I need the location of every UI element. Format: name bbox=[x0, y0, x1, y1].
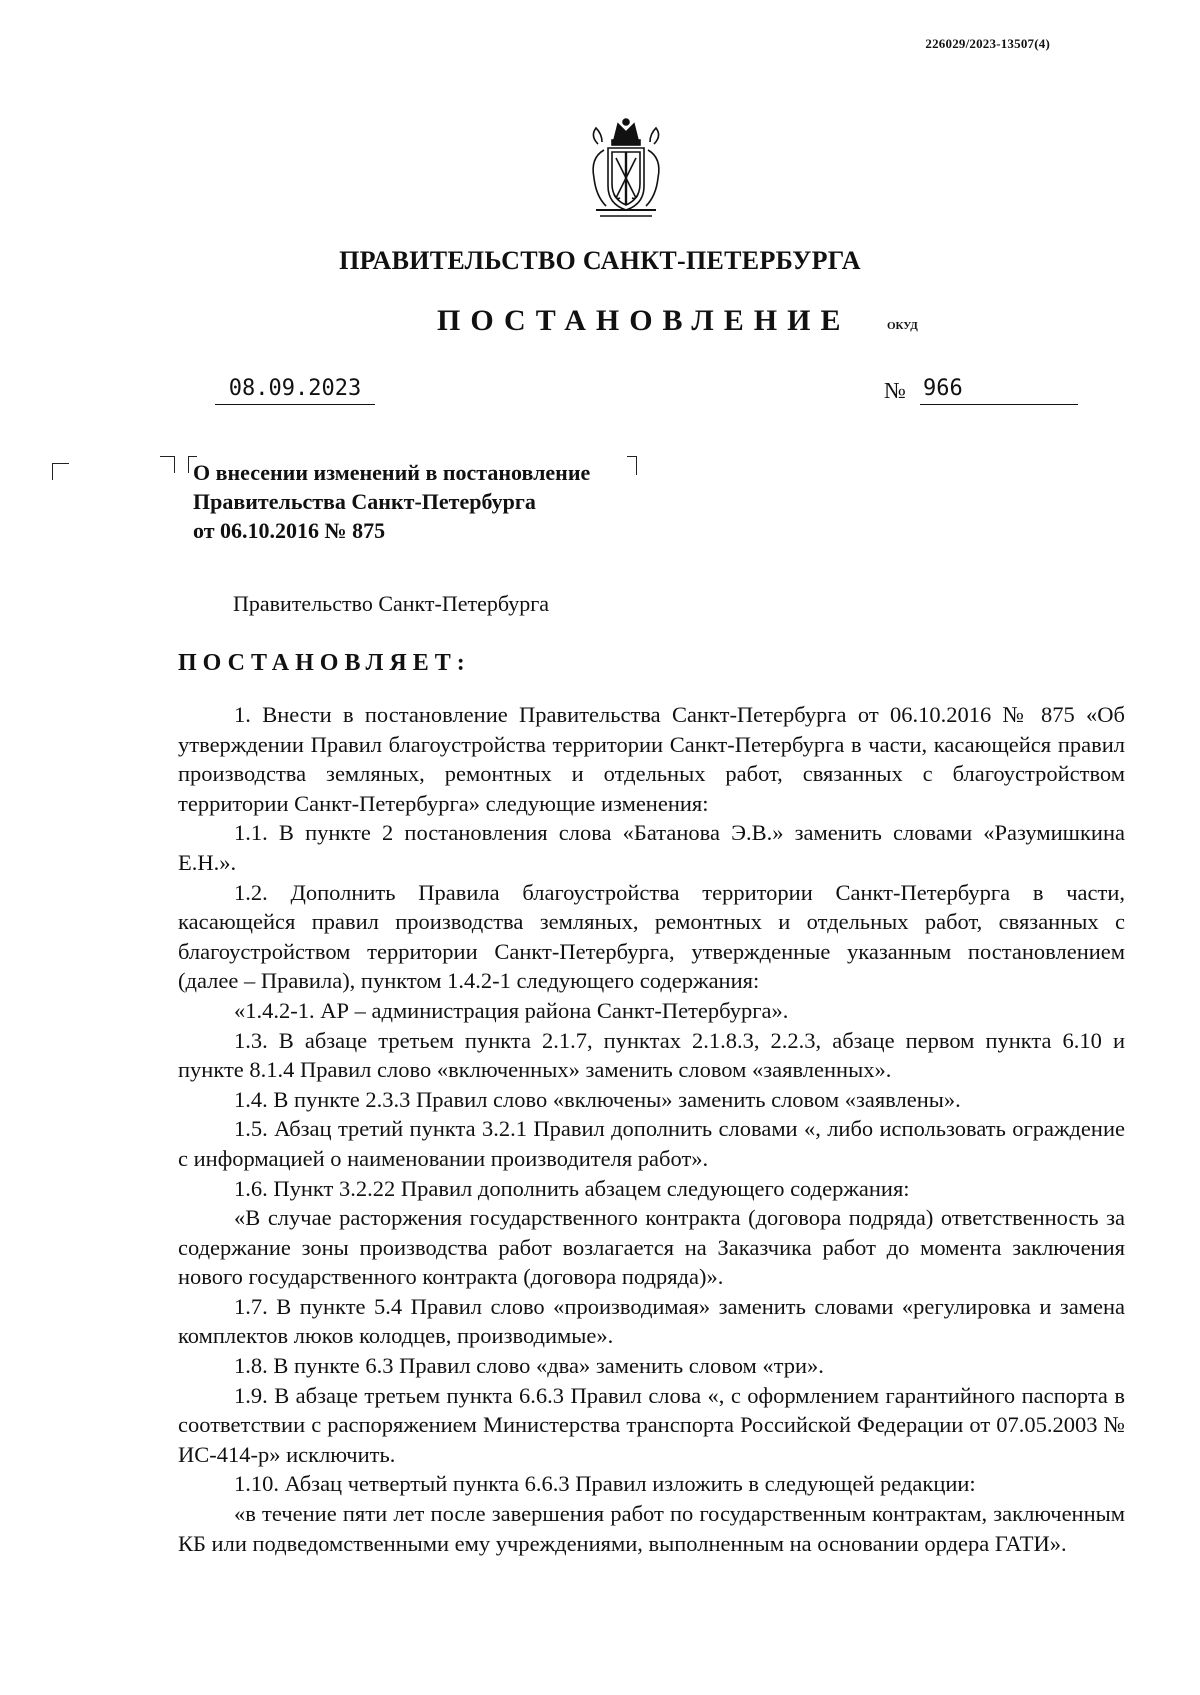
paragraph-1: 1. Внести в постановление Правительства Санкт-Петербурга от 06.10.2016 № 875 «Об утверждении Правил благоустройства территории Санкт-Петербурга в части, касающейся правил производства земляных, ремонтных и отдельных работ, связанных с благоустройством территории Санкт-Петербурга» следующие изменения: bbox=[178, 702, 1125, 816]
corner-mark-title-start-a bbox=[160, 456, 175, 473]
paragraph-1-5: 1.5. Абзац третий пункта 3.2.1 Правил дополнить словами «, либо использовать ограждение с информацией о наименовании производителя работ». bbox=[178, 1116, 1125, 1171]
corner-mark-left bbox=[52, 463, 69, 480]
paragraph-1-9: 1.9. В абзаце третьем пункта 6.6.3 Правил слова «, с оформлением гарантийного паспорта в соответствии с распоряжением Министерства транспорта Российской Федерации от 07.05.2003 № ИС-414-р» исключить. bbox=[178, 1382, 1125, 1467]
paragraph-1-8: 1.8. В пункте 6.3 Правил слово «два» заменить словом «три». bbox=[234, 1353, 824, 1379]
paragraph-1-10-quote: «в течение пяти лет после завершения работ по государственным контрактам, заключенным КБ или подведомственными ему учреждениями, выполненным на основании ордера ГАТИ». bbox=[178, 1501, 1125, 1556]
paragraph-1-6: 1.6. Пункт 3.2.22 Правил дополнить абзацем следующего содержания: bbox=[234, 1175, 910, 1201]
paragraph-1-2: 1.2. Дополнить Правила благоустройства территории Санкт-Петербурга в части, касающейся правил производства земляных, ремонтных и отдельных работ, связанных с благоустройством территории Санкт-Петербурга, утвержденные указанным постановлением (далее – Правила), пунктом 1.4.2-1 следующего содержания: bbox=[178, 879, 1125, 994]
document-number: 966 bbox=[920, 374, 1078, 405]
government-title: ПРАВИТЕЛЬСТВО САНКТ-ПЕТЕРБУРГА bbox=[339, 246, 861, 275]
document-number-label: № bbox=[884, 378, 906, 403]
registration-number: 226029/2023-13507(4) bbox=[925, 36, 1050, 51]
paragraph-1-1: 1.1. В пункте 2 постановления слова «Батанова Э.В.» заменить словами «Разумишкина Е.Н.». bbox=[178, 820, 1125, 875]
document-body bbox=[178, 700, 1125, 1558]
document-date: 08.09.2023 bbox=[215, 374, 375, 405]
subject-line-1: О внесении изменений в постановление bbox=[193, 460, 591, 485]
document-subject bbox=[193, 458, 643, 545]
coat-of-arms-icon bbox=[580, 118, 672, 222]
subject-line-3: от 06.10.2016 № 875 bbox=[193, 518, 386, 543]
resolves-heading: ПОСТАНОВЛЯЕТ: bbox=[178, 650, 471, 676]
paragraph-1-3: 1.3. В абзаце третьем пункта 2.1.7, пунктах 2.1.8.3, 2.2.3, абзаце первом пункта 6.10 и пункте 8.1.4 Правил слово «включенных» заменить словом «заявленных». bbox=[178, 1027, 1125, 1083]
document-type-title: ПОСТАНОВЛЕНИЕ bbox=[437, 304, 851, 337]
paragraph-1-4: 1.4. В пункте 2.3.3 Правил слово «включены» заменить словом «заявлены». bbox=[234, 1086, 961, 1112]
subject-line-2: Правительства Санкт-Петербурга bbox=[193, 489, 536, 514]
preamble-government-name: Правительство Санкт-Петербурга bbox=[233, 591, 550, 616]
paragraph-1-2-quote: «1.4.2-1. АР – администрация района Санкт-Петербурга». bbox=[234, 997, 789, 1023]
okud-label: ОКУД bbox=[887, 320, 918, 332]
paragraph-1-6-quote: «В случае расторжения государственного контракта (договора подряда) ответственность за содержание зоны производства работ возлагается на Заказчика работ до момента заключения нового государственного контракта (договора подряда)». bbox=[178, 1205, 1125, 1290]
paragraph-1-10: 1.10. Абзац четвертый пункта 6.6.3 Правил изложить в следующей редакции: bbox=[234, 1471, 976, 1497]
paragraph-1-7: 1.7. В пункте 5.4 Правил слово «производимая» заменить словами «регулировка и замена комплектов люков колодцев, производимые». bbox=[178, 1293, 1125, 1349]
